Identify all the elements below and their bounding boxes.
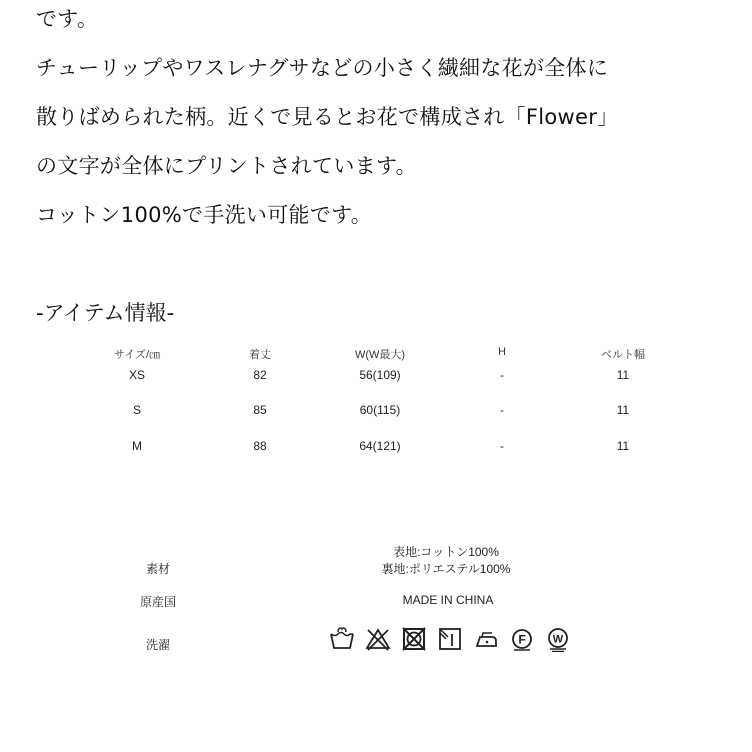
svg-text:F: F (518, 632, 526, 647)
belt-cell: 11 (616, 439, 630, 453)
washing-label: 洗濯 (145, 638, 171, 652)
waist-cell: 60(115) (359, 403, 401, 417)
length-cell: 88 (253, 439, 267, 453)
no-bleach-icon (364, 626, 392, 652)
origin-label: 原産国 (139, 595, 177, 609)
wet-clean-w-icon (544, 626, 572, 652)
material-label: 素材 (145, 562, 171, 576)
waist-cell: 64(121) (359, 439, 401, 453)
length-cell: 85 (253, 403, 267, 417)
header-waist: W(W最大) (354, 349, 406, 361)
description-line: チューリップやワスレナグサなどの小さく繊細な花が全体に (36, 56, 609, 80)
material-outer: 表地:コットン100% (393, 545, 499, 559)
belt-cell: 11 (616, 403, 630, 417)
hip-cell: - (500, 439, 504, 453)
header-hip: H (498, 346, 506, 358)
dry-clean-f-icon (508, 626, 536, 652)
description-line: 散りばめられた柄。近くで見るとお花で構成され「Flower」 (36, 105, 619, 129)
length-cell: 82 (253, 368, 267, 382)
size-cell: M (132, 439, 142, 453)
description-line: です。 (36, 7, 99, 31)
hip-cell: - (500, 403, 504, 417)
header-size: サイズ/㎝ (113, 349, 161, 361)
care-icons (328, 626, 572, 652)
description-line: コットン100%で手洗い可能です。 (36, 203, 373, 227)
iron-low-icon (472, 626, 500, 652)
hip-cell: - (500, 368, 504, 382)
belt-cell: 11 (616, 368, 630, 382)
size-cell: XS (128, 368, 146, 382)
origin-value: MADE IN CHINA (402, 593, 494, 607)
hand-wash-icon (328, 626, 356, 652)
material-lining: 裏地:ポリエステル100% (381, 562, 511, 576)
no-tumble-dry-icon (400, 626, 428, 652)
drip-dry-shade-icon (436, 626, 464, 652)
item-info-title: -アイテム情報- (36, 301, 175, 325)
header-length: 着丈 (249, 349, 271, 361)
svg-text:W: W (552, 633, 564, 646)
header-belt-width: ベルト幅 (601, 349, 645, 361)
description-line: の文字が全体にプリントされています。 (36, 154, 417, 178)
waist-cell: 56(109) (359, 368, 401, 382)
size-cell: S (132, 403, 142, 417)
